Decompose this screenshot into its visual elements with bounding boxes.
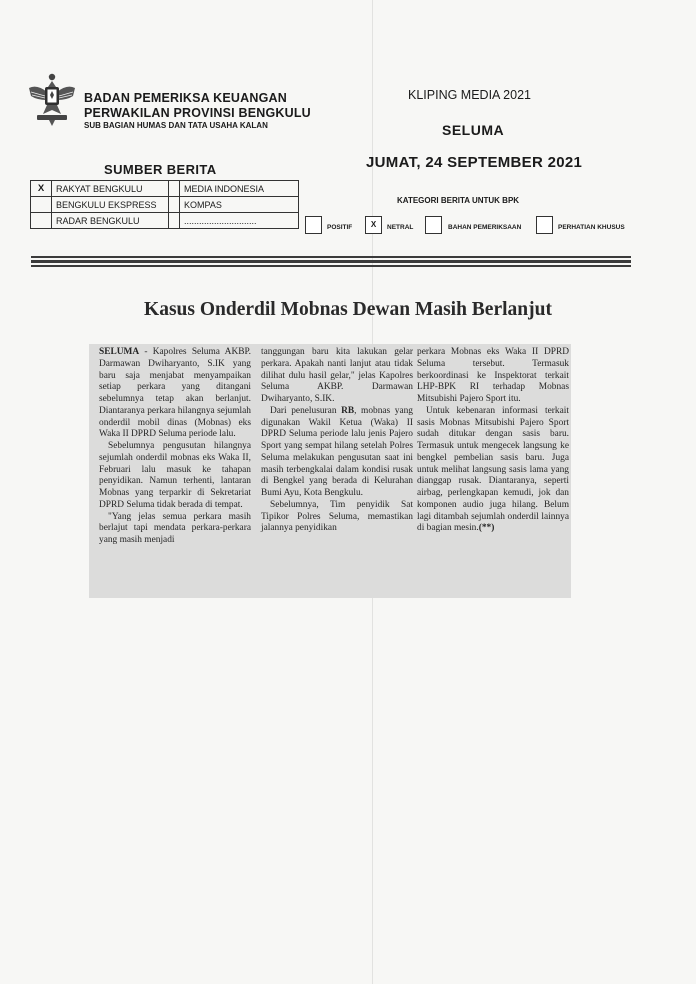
- source-mark: [31, 197, 52, 213]
- source-name: MEDIA INDONESIA: [180, 181, 299, 197]
- category-label-bahan-pemeriksaan: BAHAN PEMERIKSAAN: [448, 224, 522, 231]
- article-bold-text: RB: [341, 405, 355, 416]
- article-paragraph: perkara Mobnas eks Waka II DPRD Seluma tersebut. Termasuk berkoordinasi ke Inspektorat terkait LHP-BPK RI terhadap Mobnas Mitsubishi Pajero Sport itu.: [417, 347, 569, 404]
- table-row: [31, 181, 299, 197]
- article-end-mark: (**): [478, 523, 495, 534]
- source-mark: X: [31, 181, 52, 197]
- category-checkbox-netral[interactable]: X: [365, 216, 382, 234]
- article-paragraph: SELUMA - Kapolres Seluma AKBP. Darmawan Dwiharyanto, S.IK yang baru saja menjabat menyampaikan setiap perkara yang ditangani sebelumnya tetap akan berlanjut. Diantaranya perkara hilangnya sejumlah onderdil mobil dinas (Mobnas) eks Waka II DPRD Seluma periode lalu.: [99, 347, 251, 440]
- article-column-3: [417, 347, 569, 535]
- source-name: RAKYAT BENGKULU: [52, 181, 169, 197]
- category-label-netral: NETRAL: [387, 224, 414, 231]
- article-dateline: SELUMA: [99, 347, 140, 357]
- table-row: [31, 213, 299, 229]
- category-checkbox-bahan-pemeriksaan[interactable]: [425, 216, 442, 234]
- article-paragraph: Sebelumnya, Tim penyidik Sat Tipikor Polres Seluma, memastikan jalannya penyidikan: [261, 499, 413, 534]
- separator-line: [31, 260, 631, 263]
- article-paragraph: Untuk kebenaran informasi terkait sasis Mobnas Mitsubishi Pajero Sport sudah ditukar dengan sasis baru. Termasuk untuk mengecek langsung ke bengkel pembelian sasis baru. Juga untuk melihat langsung sasis lama yang dianggap rusak. Diantaranya, seperti airbag, perlengkapan kemudi, jok dan komponen audio juga hilang. Belum lagi ditambah sejumlah onderdil lainnya di bagian mesin.(**): [417, 405, 569, 534]
- table-row: [31, 197, 299, 213]
- category-label-positif: POSITIF: [327, 224, 353, 231]
- sources-table: [30, 180, 299, 229]
- org-name-line1: BADAN PEMERIKSA KEUANGAN: [84, 91, 287, 105]
- category-title: KATEGORI BERITA UNTUK BPK: [397, 196, 520, 205]
- category-checkbox-positif[interactable]: [305, 216, 322, 234]
- source-name: RADAR BENGKULU: [52, 213, 169, 229]
- source-name: BENGKULU EKSPRESS: [52, 197, 169, 213]
- separator-line: [31, 256, 631, 258]
- article-paragraph: Sebelumnya pengusutan hilangnya sejumlah onderdil mobnas eks Waka II, Februari lalu masuk ke tahapan penyidikan. Namun terhenti, lantaran Mobnas yang terparkir di Sekretariat DPRD Seluma tidak berada di tempat.: [99, 441, 251, 510]
- source-mark: [31, 213, 52, 229]
- publication-date: JUMAT, 24 SEPTEMBER 2021: [366, 154, 583, 171]
- region-title: SELUMA: [442, 122, 505, 138]
- category-checkbox-perhatian-khusus[interactable]: [536, 216, 553, 234]
- org-name-line3: SUB BAGIAN HUMAS DAN TATA USAHA KALAN: [84, 121, 268, 130]
- garuda-emblem-icon: [27, 70, 77, 128]
- source-name: KOMPAS: [180, 197, 299, 213]
- article-paragraph: tanggungan baru kita lakukan gelar perkara. Apakah nanti lanjut atau tidak dilihat dulu hasil gelar," jelas Kapolres Seluma AKBP. Darmawan Dwiharyanto, S.IK.: [261, 347, 413, 404]
- article-column-1: [99, 347, 251, 547]
- article-paragraph: Dari penelusuran RB, mobnas yang digunakan Wakil Ketua (Waka) II DPRD Seluma periode lalu jenis Pajero Sport yang sempat hilang setelah Polres Seluma melakukan pengusutan saat ini masih terbengkalai dalam kondisi rusak di Bengkel yang berada di Kelurahan Bumi Ayu, Kota Bengkulu.: [261, 405, 413, 498]
- article-paragraph: "Yang jelas semua perkara masih berlajut tapi mendata perkara-perkara yang masih menjadi: [99, 511, 251, 545]
- article-headline: Kasus Onderdil Mobnas Dewan Masih Berlanjut: [144, 299, 552, 320]
- separator-line: [31, 265, 631, 267]
- kliping-title: KLIPING MEDIA 2021: [408, 88, 531, 102]
- org-name-line2: PERWAKILAN PROVINSI BENGKULU: [84, 106, 311, 120]
- category-label-perhatian-khusus: PERHATIAN KHUSUS: [558, 224, 625, 231]
- source-mark-cell: [169, 197, 180, 213]
- source-mark-cell: [169, 213, 180, 229]
- source-name: .............................: [180, 213, 299, 229]
- source-mark-cell: [169, 181, 180, 197]
- newspaper-clipping: [89, 344, 571, 598]
- sources-title: SUMBER BERITA: [104, 162, 217, 177]
- article-column-2: [261, 347, 413, 535]
